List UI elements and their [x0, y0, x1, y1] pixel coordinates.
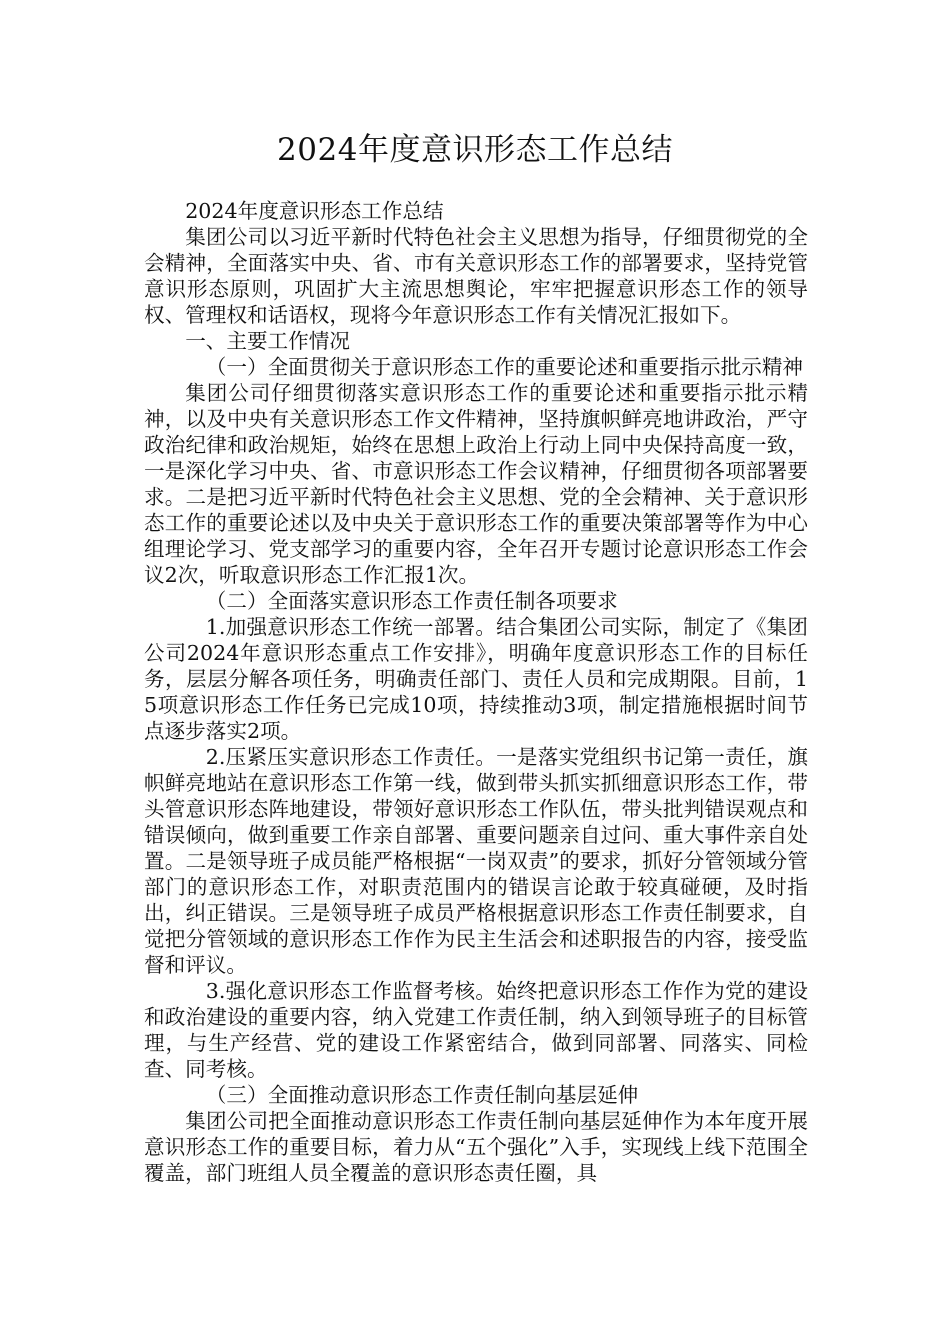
- document-title: 2024年度意识形态工作总结: [277, 132, 673, 168]
- intro-paragraph: 集团公司以习近平新时代特色社会主义思想为指导，仔细贯彻党的全会精神，全面落实中央、省、市有关意识形态工作的部署要求，坚持党管意识形态原则，巩固扩大主流思想舆论，牢牢把握意识形态工作的领导权、管理权和话语权，现将今年意识形态工作有关情况汇报如下。: [144, 225, 808, 327]
- section-heading-main-work: 一、主要工作情况: [185, 329, 350, 353]
- subsection-heading-1: （一）全面贯彻关于意识形态工作的重要论述和重要指示批示精神: [205, 355, 804, 379]
- subsection-heading-2: （二）全面落实意识形态工作责任制各项要求: [205, 589, 618, 613]
- paragraph-item-3: 3.强化意识形态工作监督考核。始终把意识形态工作作为党的建设和政治建设的重要内容，纳入党建工作责任制，纳入到领导班子的目标管理，与生产经营、党的建设工作紧密结合，做到同部署、同落实、同检查、同考核。: [144, 979, 808, 1081]
- paragraph-study-spirit: 集团公司仔细贯彻落实意识形态工作的重要论述和重要指示批示精神，以及中央有关意识形态工作文件精神，坚持旗帜鲜亮地讲政治，严守政治纪律和政治规矩，始终在思想上政治上行动上同中央保持高度一致，一是深化学习中央、省、市意识形态工作会议精神，仔细贯彻各项部署要求。二是把习近平新时代特色社会主义思想、党的全会精神、关于意识形态工作的重要论述以及中央关于意识形态工作的重要决策部署等作为中心组理论学习、党支部学习的重要内容，全年召开专题讨论意识形态工作会议2次，听取意识形态工作汇报1次。: [144, 381, 808, 587]
- paragraph-extend-grassroots: 集团公司把全面推动意识形态工作责任制向基层延伸作为本年度开展意识形态工作的重要目标，着力从“五个强化”入手，实现线上线下范围全覆盖，部门班组人员全覆盖的意识形态责任圈，具: [144, 1109, 808, 1185]
- document-body: [144, 198, 808, 1186]
- paragraph-item-1: 1.加强意识形态工作统一部署。结合集团公司实际，制定了《集团公司2024年意识形态重点工作安排》，明确年度意识形态工作的目标任务，层层分解各项任务，明确责任部门、责任人员和完成期限。目前，15项意识形态工作任务已完成10项，持续推动3项，制定措施根据时间节点逐步落实2项。: [144, 615, 808, 743]
- subsection-heading-3: （三）全面推动意识形态工作责任制向基层延伸: [205, 1083, 639, 1107]
- body-heading-repeat: 2024年度意识形态工作总结: [185, 199, 444, 223]
- paragraph-item-2: 2.压紧压实意识形态工作责任。一是落实党组织书记第一责任，旗帜鲜亮地站在意识形态工作第一线，做到带头抓实抓细意识形态工作，带头管意识形态阵地建设，带领好意识形态工作队伍，带头批判错误观点和错误倾向，做到重要工作亲自部署、重要问题亲自过问、重大事件亲自处置。二是领导班子成员能严格根据“一岗双责”的要求，抓好分管领域分管部门的意识形态工作，对职责范围内的错误言论敢于较真碰硬，及时指出，纠正错误。三是领导班子成员严格根据意识形态工作责任制要求，自觉把分管领域的意识形态工作作为民主生活会和述职报告的内容，接受监督和评议。: [144, 745, 808, 977]
